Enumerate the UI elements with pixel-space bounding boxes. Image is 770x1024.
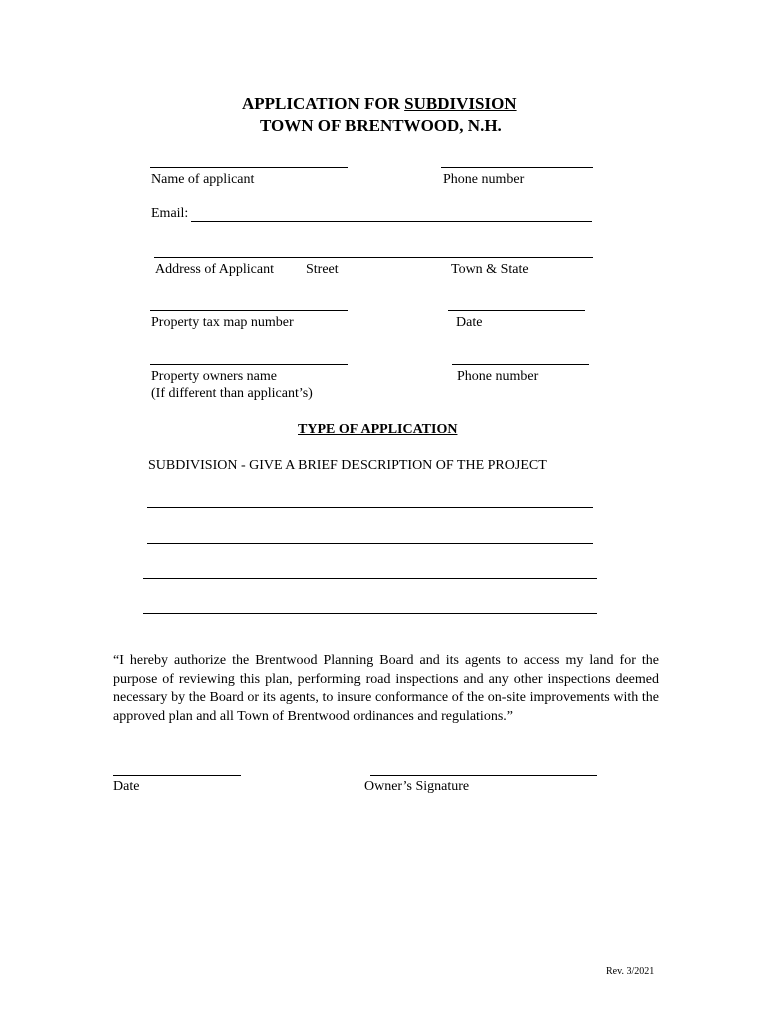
name-of-applicant-line[interactable] [150, 167, 348, 168]
type-of-application-heading: TYPE OF APPLICATION [298, 422, 458, 437]
owners-name-label: Property owners name [151, 369, 277, 384]
address-of-applicant-label: Address of Applicant [155, 262, 274, 277]
name-of-applicant-label: Name of applicant [151, 172, 255, 187]
phone-number-line-1[interactable] [441, 167, 593, 168]
form-subtitle: TOWN OF BRENTWOOD, N.H. [260, 116, 502, 135]
authorization-statement: “I hereby authorize the Brentwood Planning Board and its agents to access my land for the purpose of reviewing this plan, performing road inspections and any other inspections deemed necessary by the Board or its agents, to insure conformance of the on-site improvements with the approved plan and all Town of Brentwood ordinances and regulations.” [113, 653, 659, 724]
signature-date-line[interactable] [113, 775, 241, 776]
form-title-subdivision: SUBDIVISION [404, 94, 517, 113]
owner-signature-line[interactable] [370, 775, 597, 776]
form-title [242, 94, 517, 114]
owner-signature-label: Owner’s Signature [364, 779, 470, 794]
phone-number-line-2[interactable] [452, 364, 589, 365]
description-line-4[interactable] [143, 613, 597, 614]
date-line-1[interactable] [448, 310, 585, 311]
date-label-1: Date [456, 315, 483, 330]
phone-number-label-2: Phone number [457, 369, 539, 384]
form-title-prefix: APPLICATION FOR [242, 94, 405, 113]
town-state-label: Town & State [451, 262, 529, 277]
email-line[interactable] [191, 221, 592, 222]
description-line-3[interactable] [143, 578, 597, 579]
tax-map-label: Property tax map number [151, 315, 294, 330]
owners-name-line[interactable] [150, 364, 348, 365]
phone-number-label-1: Phone number [443, 172, 525, 187]
revision-label: Rev. 3/2021 [606, 966, 655, 977]
email-label: Email: [151, 206, 189, 221]
description-line-2[interactable] [147, 543, 593, 544]
signature-date-label: Date [113, 779, 140, 794]
address-line[interactable] [154, 257, 593, 258]
description-prompt: SUBDIVISION - GIVE A BRIEF DESCRIPTION OF THE PROJECT [148, 458, 547, 473]
tax-map-line[interactable] [150, 310, 348, 311]
street-label: Street [306, 262, 339, 277]
description-line-1[interactable] [147, 507, 593, 508]
owners-name-note: (If different than applicant’s) [151, 386, 313, 401]
